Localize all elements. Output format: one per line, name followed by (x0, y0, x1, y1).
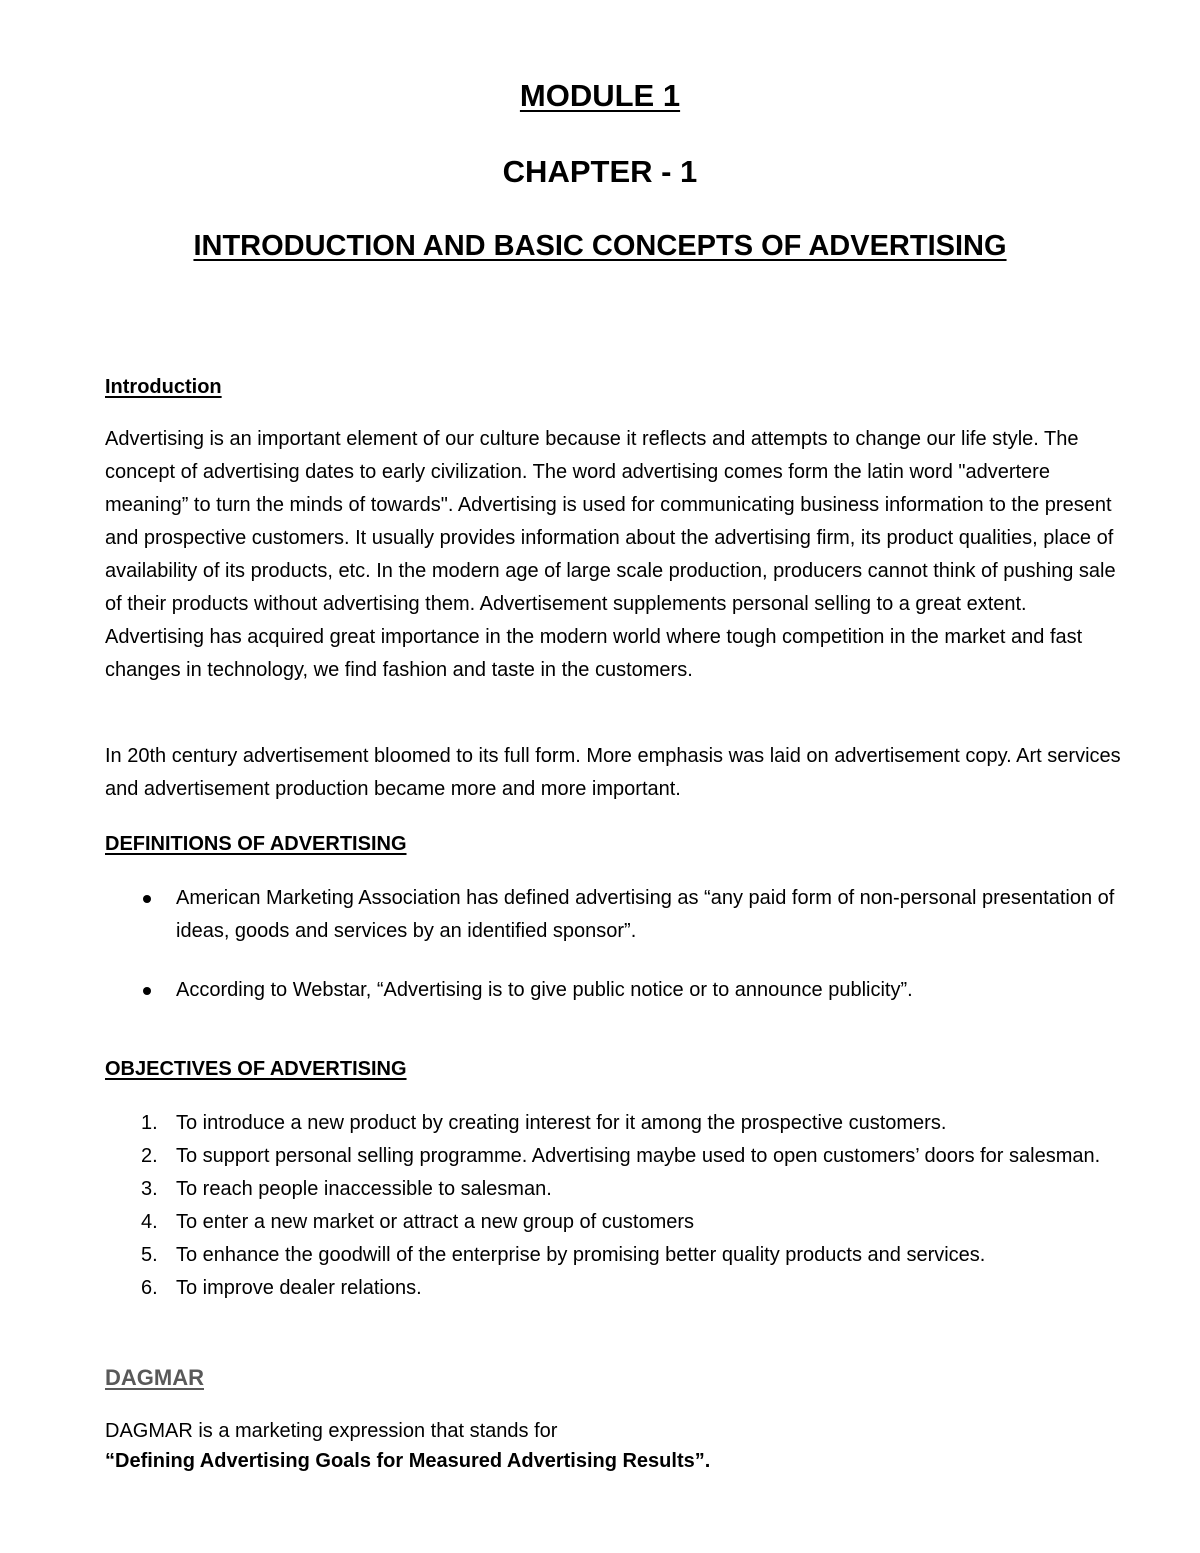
list-number: 5. (141, 1244, 158, 1266)
list-number: 4. (141, 1211, 158, 1233)
definitions-list-container (105, 882, 1125, 1033)
dagmar-line-2: “Defining Advertising Goals for Measured Advertising Results”. (105, 1450, 711, 1472)
list-item (105, 1239, 1125, 1272)
list-item (105, 1140, 1125, 1173)
dagmar-heading-text: DAGMAR (105, 1365, 204, 1390)
chapter-title: INTRODUCTION AND BASIC CONCEPTS OF ADVERTISING (193, 230, 1007, 262)
dagmar-line-1: DAGMAR is a marketing expression that stands for (105, 1420, 558, 1442)
list-number: 1. (141, 1112, 158, 1134)
list-number: 3. (141, 1178, 158, 1200)
module-heading: MODULE 1 (519, 78, 681, 113)
chapter-heading: CHAPTER - 1 (502, 154, 698, 189)
list-number: 6. (141, 1277, 158, 1299)
list-item (105, 1272, 1125, 1305)
list-item-text: To introduce a new product by creating interest for it among the prospective customers. (176, 1112, 947, 1134)
list-item-text: To reach people inaccessible to salesman. (176, 1178, 552, 1200)
century-paragraph: In 20th century advertisement bloomed to its full form. More emphasis was laid on advertisement copy. Art services and advertisement production became more and more important. (105, 745, 1121, 800)
objectives-list (105, 1107, 1125, 1305)
introduction-heading-text: Introduction (105, 376, 222, 398)
definitions-list (105, 882, 1125, 1007)
objectives-section-heading (105, 1053, 1125, 1086)
introduction-section-heading (105, 371, 1125, 404)
introduction-paragraph: Advertising is an important element of our culture because it reflects and attempts to change our life style. The concept of advertising dates to early civilization. The word advertising comes form the latin word "advertere meaning” to turn the minds of towards". Advertising is used for communicating business information to the present and prospective customers. It usually provides information about the advertising firm, its product qualities, place of availability of its products, etc. In the modern age of large scale production, producers cannot think of pushing sale of their products without advertising them. Advertisement supplements personal selling to a great extent. Advertising has acquired great importance in the modern world where tough competition in the market and fast changes in technology, we find fashion and taste in the customers. (105, 428, 1116, 681)
list-number: 2. (141, 1145, 158, 1167)
list-item: According to Webstar, “Advertising is to give public notice or to announce publicity”. (105, 974, 1125, 1007)
list-item-text: To support personal selling programme. Advertising maybe used to open customers’ doors for salesman. (176, 1145, 1101, 1167)
list-item: American Marketing Association has defined advertising as “any paid form of non-personal presentation of ideas, goods and services by an identified sponsor”. (105, 882, 1125, 948)
definitions-heading-text: DEFINITIONS OF ADVERTISING (105, 833, 407, 855)
dagmar-section-heading (105, 1361, 1125, 1396)
list-item (105, 1107, 1125, 1140)
list-item-text: To enter a new market or attract a new group of customers (176, 1211, 695, 1233)
dagmar-paragraph (105, 1416, 1125, 1476)
list-item-text: To enhance the goodwill of the enterprise by promising better quality products and services. (176, 1244, 986, 1266)
objectives-heading-text: OBJECTIVES OF ADVERTISING (105, 1058, 407, 1080)
list-item (105, 1173, 1125, 1206)
definitions-section-heading (105, 828, 1125, 861)
list-item-text: To improve dealer relations. (176, 1277, 422, 1299)
objectives-list-container (105, 1107, 1125, 1305)
list-item (105, 1206, 1125, 1239)
